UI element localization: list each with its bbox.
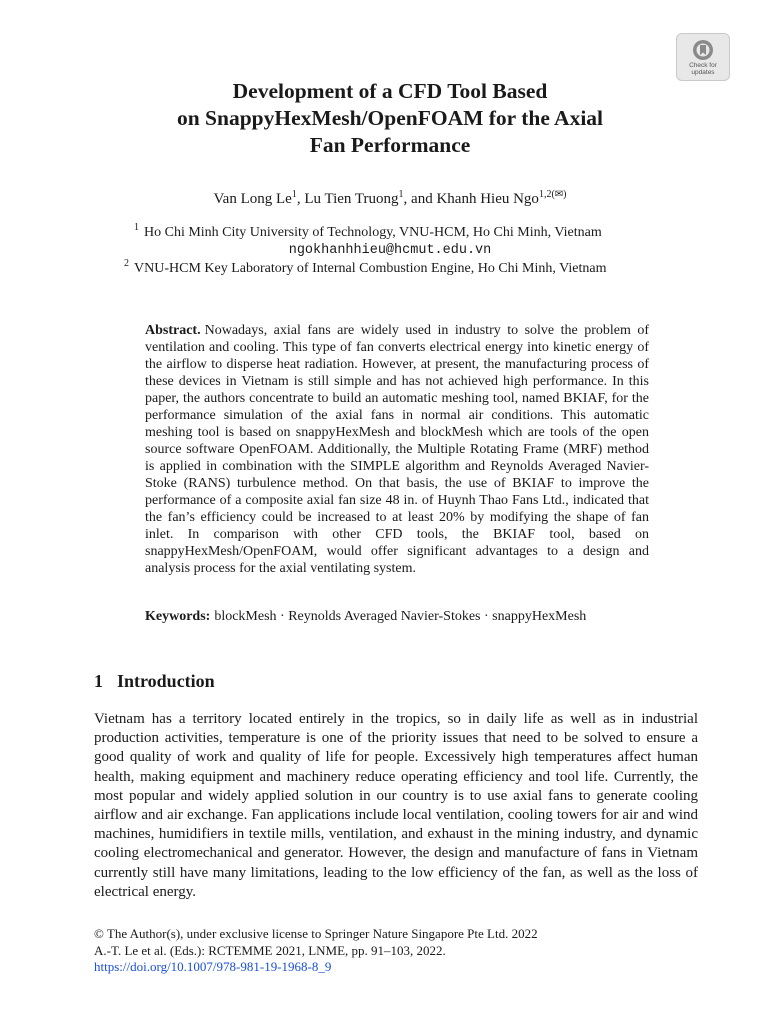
keywords	[145, 608, 649, 626]
title-line-1: Development of a CFD Tool Based	[232, 79, 548, 103]
abstract-text: Nowadays, axial fans are widely used in industry to solve the problem of ventilation and cooling. This type of fan converts electrical energy into kinetic energy of the airflow to disperse heat radiation. However, at present, the manufacturing process of these devices in Vietnam is still simple and has not achieved high performance. In this paper, the authors concentrate to build an automatic meshing tool, named BKIAF, for the performance simulation of the axial fans in normal air conditions. This automatic meshing tool is based on snappyHexMesh and blockMesh which are tools of the open source software OpenFOAM. Additionally, the Multiple Rotating Frame (MRF) method is applied in combination with the SIMPLE algorithm and Reynolds Averaged Navier-Stoke (RANS) turbulence method. On that basis, the use of BKIAF to improve the performance of a composite axial fan size 48 in. of Huynh Thao Fans Ltd., indicated that the fan’s efficiency could be increased to at least 20% by modifying the shape of fan inlet. In comparison with other CFD tools, the BKIAF tool, based on snappyHexMesh/OpenFOAM, would offer significant advantages to a design and analysis process for the axial ventilating system.	[145, 323, 649, 576]
author-separator: , and	[403, 191, 437, 207]
title-line-3: Fan Performance	[309, 133, 471, 157]
corresponding-email[interactable]: ngokhanhhieu@hcmut.edu.vn	[288, 243, 492, 258]
affiliation-1	[134, 224, 602, 242]
author-name: Lu Tien Truong	[304, 191, 399, 207]
doi-link[interactable]: https://doi.org/10.1007/978-981-19-1968-8_9	[94, 959, 332, 974]
citation-line: A.-T. Le et al. (Eds.): RCTEMME 2021, LNME, pp. 91–103, 2022.	[94, 942, 446, 958]
badge-line-1: Check for	[689, 62, 717, 69]
check-for-updates-badge[interactable]	[676, 33, 730, 81]
badge-line-2: updates	[691, 69, 715, 76]
copyright-line: © The Author(s), under exclusive license to Springer Nature Singapore Pte Ltd. 2022	[94, 926, 538, 941]
author-list	[90, 189, 690, 209]
affiliation-2	[124, 260, 607, 278]
author-affiliation-mark: 1	[398, 189, 404, 200]
page-footer	[94, 926, 538, 976]
author-affiliation-mark: 1	[291, 189, 297, 200]
introduction-paragraph: Vietnam has a territory located entirely in the tropics, so in daily life as well as in industrial production activities, temperature is one of the priority issues that need to be solved to ensure a good quality of work and quality of life for people. Excessively high temperatures affect human health, making equipment and machinery reduce operating efficiency and tool life. Currently, the most popular and widely applied solution in our country is to use axial fans to generate cooling airflow and air exchange. Fan applications include local ventilation, cooling towers for air and wind machines, humidifiers in textile mills, ventilation, and exhaust in the mining industry, and dynamic cooling electromechanical and generator. However, the design and manufacture of fans in Vietnam currently still have many limitations, leading to the low efficiency of the fan, as well as the loss of electrical energy.	[94, 711, 698, 900]
author-affiliation-mark: 1,2(✉)	[538, 189, 567, 200]
section-title: Introduction	[117, 671, 215, 691]
author-separator: ,	[296, 191, 305, 207]
affiliation-number: 2	[124, 258, 129, 269]
abstract	[145, 322, 649, 577]
title-line-2: on SnappyHexMesh/OpenFOAM for the Axial	[176, 106, 604, 130]
abstract-label: Abstract.	[145, 323, 201, 338]
affiliation-text: VNU-HCM Key Laboratory of Internal Combustion Engine, Ho Chi Minh, Vietnam	[134, 261, 607, 276]
author-name: Khanh Hieu Ngo	[436, 191, 539, 207]
affiliation-number: 1	[134, 222, 139, 233]
author-name: Van Long Le	[213, 191, 292, 207]
section-heading	[94, 670, 215, 692]
keywords-label: Keywords:	[145, 609, 211, 624]
paper-title	[90, 78, 690, 159]
affiliation-text: Ho Chi Minh City University of Technology, VNU-HCM, Ho Chi Minh, Vietnam	[144, 225, 602, 240]
bookmark-ring-icon	[691, 38, 715, 62]
section-number: 1	[94, 671, 103, 691]
keywords-text: blockMesh · Reynolds Averaged Navier-Stokes · snappyHexMesh	[214, 609, 587, 624]
